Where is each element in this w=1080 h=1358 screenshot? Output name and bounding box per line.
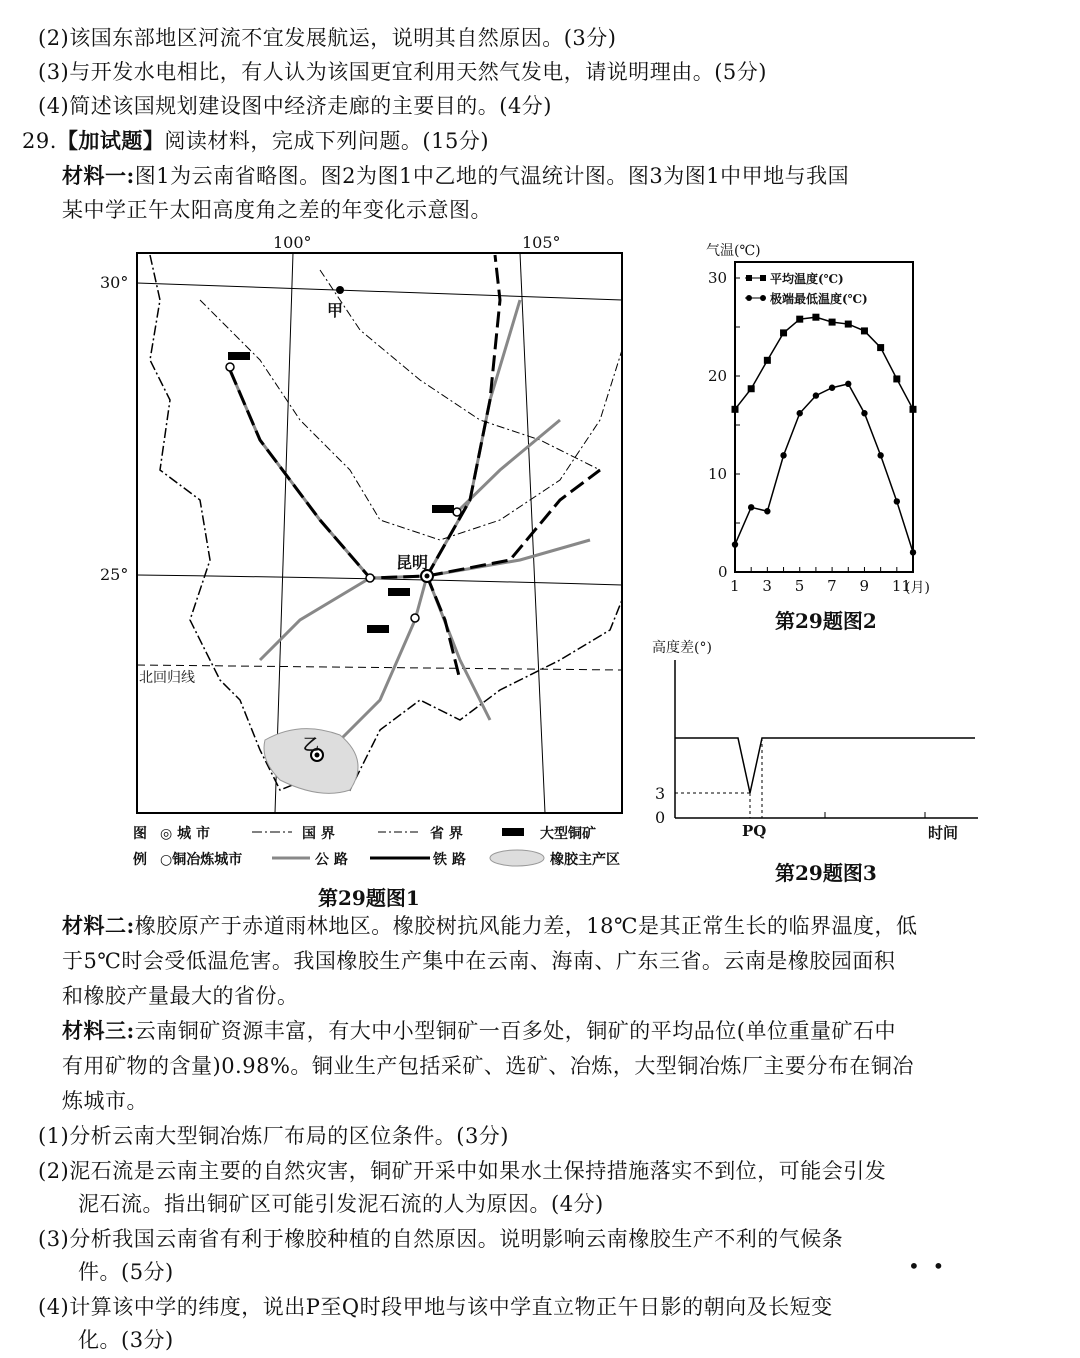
y-tick-label: 20 (708, 367, 728, 385)
lat-30: 30° (100, 273, 129, 292)
material-3: 材料三:云南铜矿资源丰富，有大中小型铜矿一百多处，铜矿的平均品位(单位重量矿石中 (62, 1018, 896, 1043)
kunming-label: 昆明 (396, 553, 429, 572)
y-tick-label: 30 (708, 269, 728, 287)
chart-ylabel: 气温(℃) (706, 243, 761, 259)
legend-city: ◎ 城 市 (160, 826, 210, 842)
q-intro: 阅读材料，完成下列问题。(15分) (164, 129, 490, 153)
sub-question-3-cont: 件。(5分) (78, 1260, 174, 1284)
sub-question-1: (1)分析云南大型铜冶炼厂布局的区位条件。(3分) (38, 1124, 509, 1148)
figure1-caption: 第29题图1 (318, 886, 420, 910)
question-28-3: (3)与开发水电相比，有人认为该国更宜利用天然气发电，请说明理由。(5分) (38, 60, 767, 84)
yi-label: 乙 (303, 735, 320, 754)
legend-title-2: 例 (133, 852, 147, 868)
emphasis-dots: • • (908, 1254, 945, 1278)
legend-rubber: 橡胶主产区 (550, 852, 620, 868)
material-label: 材料一: (62, 163, 135, 188)
legend-min: 极端最低温度(℃) (770, 292, 868, 306)
lat-25: 25° (100, 565, 129, 584)
x-tick-label: 1 (730, 577, 740, 595)
sub-question-3: (3)分析我国云南省有利于橡胶种植的自然原因。说明影响云南橡胶生产不利的气候条 (38, 1227, 844, 1251)
jia-label: 甲 (327, 301, 344, 320)
sub-question-2-cont: 泥石流。指出铜矿区可能引发泥石流的人为原因。(4分) (78, 1192, 604, 1216)
legend-country-border: 国 界 (302, 826, 335, 842)
chart-xlabel: (月) (905, 580, 930, 596)
y-tick-label: 10 (708, 465, 728, 483)
figure2-caption: 第29题图2 (775, 609, 877, 633)
x-tick-label: 9 (859, 577, 869, 595)
legend-copper-mine: 大型铜矿 (540, 826, 596, 842)
question-28-4: (4)简述该国规划建设图中经济走廊的主要目的。(4分) (38, 94, 552, 118)
fig3-ylabel: 高度差(°) (652, 640, 712, 656)
material-3-line3: 炼城市。 (62, 1089, 148, 1113)
material-1-line2: 某中学正午太阳高度角之差的年变化示意图。 (62, 198, 492, 222)
lon-100: 100° (273, 233, 312, 252)
legend-railway: 铁 路 (433, 852, 466, 868)
sub-question-4-cont: 化。(3分) (78, 1328, 174, 1352)
material-text: 图1为云南省略图。图2为图1中乙地的气温统计图。图3为图1中甲地与我国 (134, 164, 850, 188)
fig3-pq: PQ (742, 822, 767, 840)
material-2-line2: 于5℃时会受低温危害。我国橡胶生产集中在云南、海南、广东三省。云南是橡胶园面积 (62, 949, 896, 973)
legend-title-1: 图 (133, 826, 147, 842)
fig3-y3: 3 (655, 784, 666, 803)
fig3-y0: 0 (655, 808, 666, 827)
fig3-xlabel: 时间 (928, 824, 959, 842)
legend-avg: 平均温度(℃) (770, 272, 844, 286)
legend-road: 公 路 (315, 852, 348, 868)
material-3-line2: 有用矿物的含量)0.98%。铜业生产包括采矿、选矿、冶炼，大型铜冶炼厂主要分布在铜冶 (62, 1054, 914, 1078)
material-2-line3: 和橡胶产量最大的省份。 (62, 984, 299, 1008)
q-tag: 【加试题】 (56, 128, 165, 153)
x-tick-label: 7 (827, 577, 837, 595)
question-28-2: (2)该国东部地区河流不宜发展航运，说明其自然原因。(3分) (38, 26, 617, 50)
x-tick-label: 3 (762, 577, 772, 595)
legend-smelting: ○铜冶炼城市 (160, 852, 243, 868)
x-tick-label: 5 (794, 577, 805, 595)
q-number: 29. (22, 129, 57, 153)
x-tick-label: 11 (891, 577, 911, 595)
sub-question-4: (4)计算该中学的纬度，说出P至Q时段甲地与该中学直立物正午日影的朝向及长短变 (38, 1295, 833, 1319)
figure3-caption: 第29题图3 (775, 861, 877, 885)
legend-province-border: 省 界 (430, 826, 463, 842)
tropic-label: 北回归线 (139, 670, 195, 686)
difference-curve (675, 738, 975, 793)
lon-105: 105° (522, 233, 561, 252)
material-2: 材料二:橡胶原产于赤道雨林地区。橡胶树抗风能力差，18℃是其正常生长的临界温度，低 (62, 913, 918, 938)
y-tick-label: 0 (718, 563, 728, 581)
sub-question-2: (2)泥石流是云南主要的自然灾害，铜矿开采中如果水土保持措施落实不到位，可能会引发 (38, 1159, 887, 1183)
